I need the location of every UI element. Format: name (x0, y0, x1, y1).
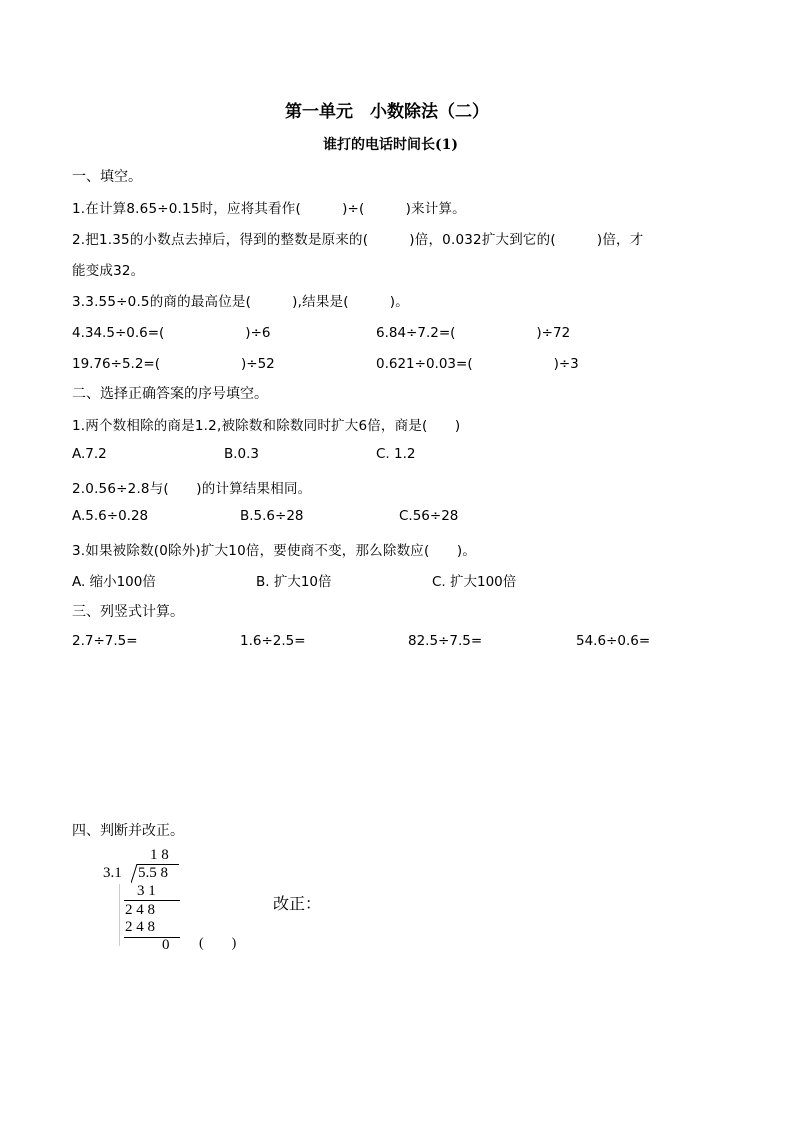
division-rule-2 (124, 937, 180, 938)
division-scan-edge (119, 884, 120, 946)
section2-q1-option-a: A.7.2 (72, 446, 107, 462)
section2-q1-option-b: B.0.3 (224, 446, 260, 462)
section1-question-1: 1.在计算8.65÷0.15时，应将其看作( )÷( )来计算。 (72, 201, 466, 217)
section3-problem-3: 82.5÷7.5= (408, 633, 483, 649)
section2-q3-option-b: B. 扩大10倍 (256, 574, 332, 590)
division-remainder: 0 (162, 937, 170, 953)
section3-heading: 三、列竖式计算。 (72, 604, 184, 620)
section1-question-2-line1: 2.把1.35的小数点去掉后，得到的整数是原来的( )倍，0.032扩大到它的( )倍，才 (72, 232, 644, 248)
section1-question-2-line2: 能变成32。 (72, 263, 145, 279)
division-divisor: 3.1 (103, 865, 122, 881)
division-quotient: 1 8 (150, 847, 169, 863)
division-step-2: 2 4 8 (125, 902, 155, 918)
judge-parenthesis: ( ) (199, 936, 237, 951)
section2-q2-option-b: B.5.6÷28 (240, 508, 304, 524)
section2-question-1: 1.两个数相除的商是1.2,被除数和除数同时扩大6倍，商是( ) (72, 418, 461, 434)
page-title: 第一单元 小数除法（二） (285, 102, 489, 122)
section1-question-4-a: 4.34.5÷0.6=( )÷6 (72, 325, 271, 341)
page-subtitle: 谁打的电话时间长(1) (323, 137, 458, 153)
section3-problem-1: 2.7÷7.5= (72, 633, 138, 649)
section2-q1-option-c: C. 1.2 (376, 446, 416, 462)
section3-problem-4: 54.6÷0.6= (576, 633, 651, 649)
section4-heading: 四、判断并改正。 (72, 823, 184, 839)
correction-label: 改正： (273, 894, 322, 913)
section1-question-4-c: 19.76÷5.2=( )÷52 (72, 356, 275, 372)
section1-question-4-b: 6.84÷7.2=( )÷72 (376, 325, 571, 341)
section2-question-2: 2.0.56÷2.8与( )的计算结果相同。 (72, 481, 312, 497)
section2-question-3: 3.如果被除数(0除外)扩大10倍，要使商不变，那么除数应( )。 (72, 543, 477, 559)
division-step-1: 3 1 (137, 883, 156, 899)
section2-heading: 二、选择正确答案的序号填空。 (72, 386, 268, 402)
section2-q3-option-c: C. 扩大100倍 (432, 574, 517, 590)
section2-q2-option-a: A.5.6÷0.28 (72, 508, 149, 524)
section1-question-4-d: 0.621÷0.03=( )÷3 (376, 356, 579, 372)
division-rule-1 (124, 900, 180, 901)
section1-question-3: 3.3.55÷0.5的商的最高位是( ),结果是( )。 (72, 294, 409, 310)
section3-problem-2: 1.6÷2.5= (240, 633, 306, 649)
section2-q2-option-c: C.56÷28 (399, 508, 459, 524)
division-dividend: 5.5 8 (138, 865, 168, 881)
section1-heading: 一、填空。 (72, 169, 142, 185)
division-step-3: 2 4 8 (125, 919, 155, 935)
section2-q3-option-a: A. 缩小100倍 (72, 574, 156, 590)
